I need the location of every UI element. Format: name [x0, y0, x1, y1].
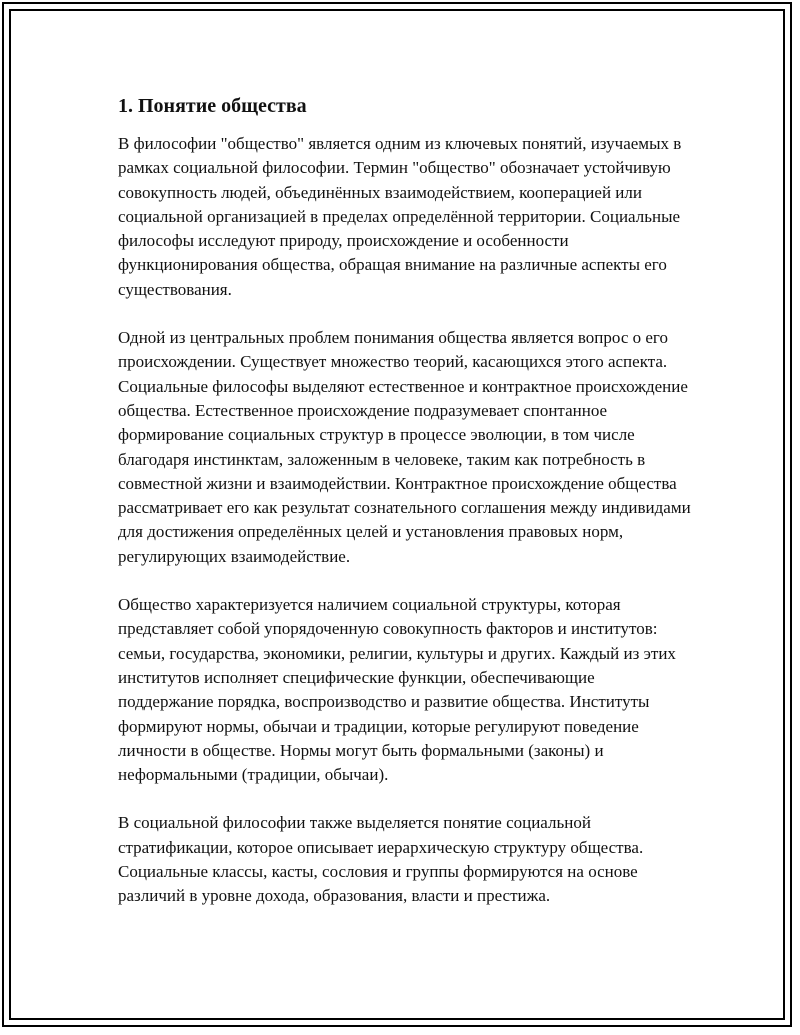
document-body [118, 93, 693, 933]
paragraph-structure: Общество характеризуется наличием социальной структуры, которая представляет собой упорядоченную совокупность факторов и институтов: семьи, государства, экономики, религии, культуры и других. Каждый из этих институтов исполняет специфические функции, обеспечивающие поддержание порядка, воспроизводство и развитие общества. Институты формируют нормы, обычаи и традиции, которые регулируют поведение личности в обществе. Нормы могут быть формальными (законы) и неформальными (традиции, обычаи). [118, 595, 676, 785]
paragraph-definition: В философии "общество" является одним из ключевых понятий, изучаемых в рамках социальной философии. Термин "общество" обозначает устойчивую совокупность людей, объединённых взаимодействием, кооперацией или социальной организацией в пределах определённой территории. Социальные философы исследуют природу, происхождение и особенности функционирования общества, обращая внимание на различные аспекты его существования. [118, 134, 682, 299]
paragraph-stratification: В социальной философии также выделяется понятие социальной стратификации, которое описывает иерархическую структуру общества. Социальные классы, касты, сословия и группы формируются на основе различий в уровне дохода, образования, власти и престижа. [118, 813, 644, 906]
paragraph-origin: Одной из центральных проблем понимания общества является вопрос о его происхождении. Существует множество теорий, касающихся этого аспекта. Социальные философы выделяют естественное и контрактное происхождение общества. Естественное происхождение подразумевает спонтанное формирование социальных структур в процессе эволюции, в том числе благодаря инстинктам, заложенным в человеке, таким как потребность в совместной жизни и взаимодействии. Контрактное происхождение общества рассматривает его как результат сознательного соглашения между индивидами для достижения определённых целей и установления правовых норм, регулирующих взаимодействие. [118, 328, 691, 566]
section-heading: 1. Понятие общества [118, 95, 307, 117]
